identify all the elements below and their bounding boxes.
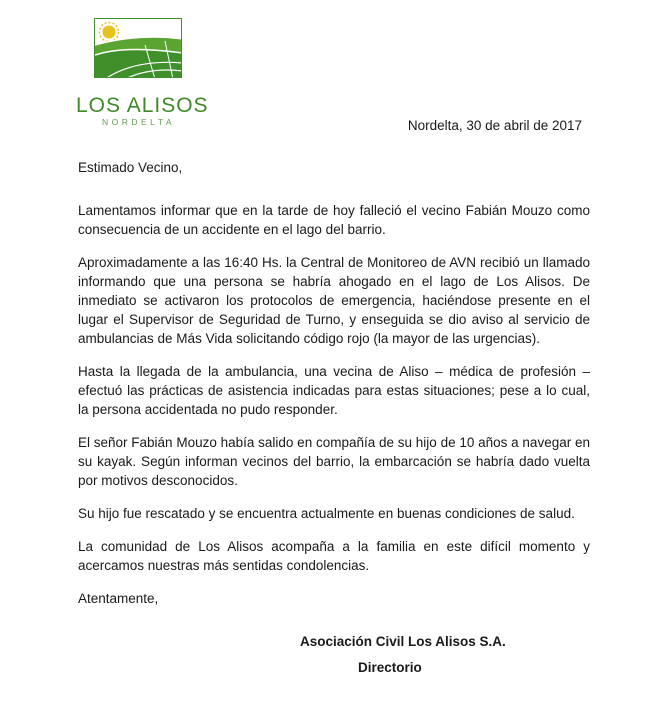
paragraph: Lamentamos informar que en la tarde de hoy falleció el vecino Fabián Mouzo como consecuencia de un accidente en el lago del barrio. [78, 203, 590, 237]
paragraph: Aproximadamente a las 16:40 Hs. la Central de Monitoreo de AVN recibió un llamado informando que una persona se habría ahogado en el lago de Los Alisos. De inmediato se activaron los protocolos de emergencia, haciéndose presente en el lugar el Supervisor de Seguridad de Turno, y enseguida se dio aviso al servicio de ambulancias de Más Vida solicitando código rojo (la mayor de las urgencias). [78, 255, 590, 346]
paragraph: El señor Fabián Mouzo había salido en compañía de su hijo de 10 años a navegar en su kayak. Según informan vecinos del barrio, la embarcación se habría dado vuelta por motivos desconocidos. [78, 435, 590, 488]
logo-subtitle: NORDELTA [101, 117, 176, 127]
logo-name: LOS ALISOS [76, 94, 209, 117]
signature-department: Directorio [358, 660, 422, 675]
letter-date: Nordelta, 30 de abril de 2017 [407, 118, 582, 133]
sun-field-icon [95, 19, 182, 78]
paragraph: Hasta la llegada de la ambulancia, una vecina de Aliso – médica de profesión –efectuó las prácticas de asistencia indicadas para estas situaciones; pese a lo cual, la persona accidentada no pudo responder. [78, 364, 590, 417]
closing: Atentamente, [78, 591, 159, 606]
paragraph: La comunidad de Los Alisos acompaña a la familia en este difícil momento y acercamos nuestras más sentidas condolencias. [78, 539, 590, 573]
letter-body [78, 158, 590, 622]
signature-organization: Asociación Civil Los Alisos S.A. [300, 634, 506, 649]
paragraph: Su hijo fue rescatado y se encuentra actualmente en buenas condiciones de salud. [78, 506, 575, 521]
logo-emblem [94, 18, 182, 78]
greeting: Estimado Vecino, [78, 160, 183, 175]
